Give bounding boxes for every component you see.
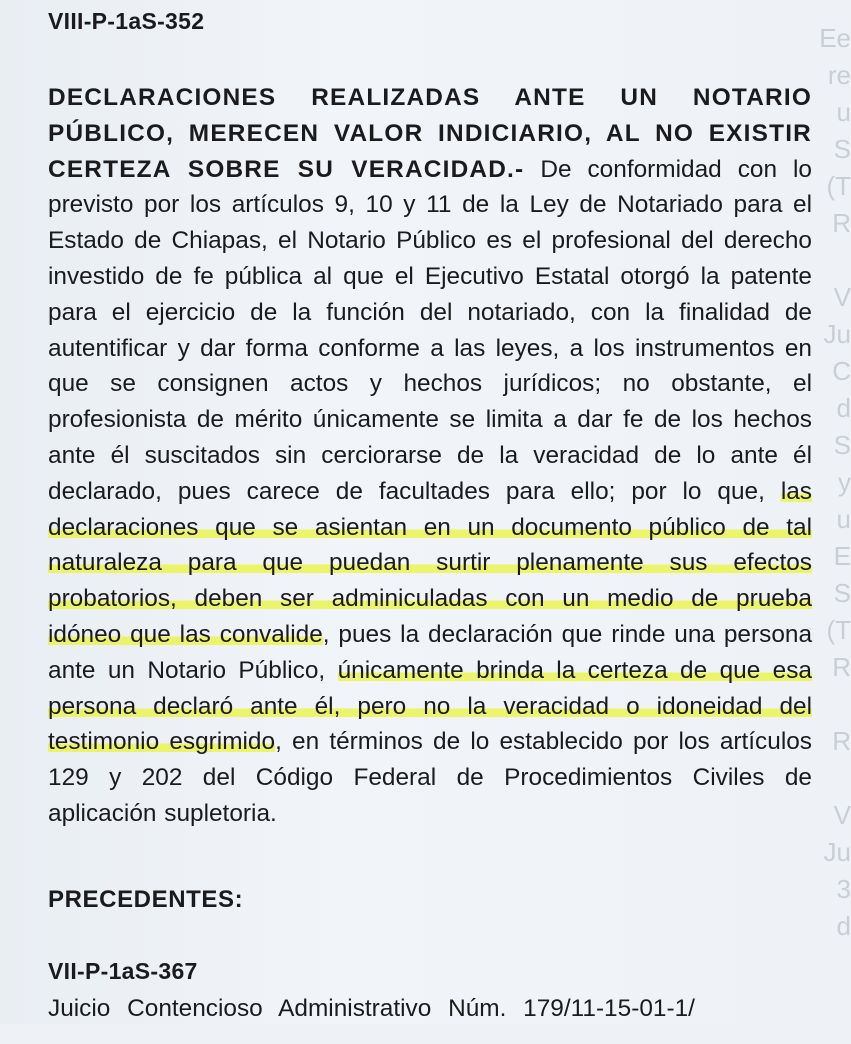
thesis-body <box>48 80 812 832</box>
precedent-code: VII-P-1aS-367 <box>48 958 198 984</box>
body-text-part2: , pues la declaración que rinde una persona ante un Notario Público, <box>48 620 813 684</box>
thesis-code: VIII-P-1aS-352 <box>48 8 205 34</box>
body-text-part1: De conformidad con lo previsto por los artículos 9, 10 y 11 de la Ley de Notariado para el Estado de Chiapas, el Notario Público es el profesional del derecho investido de fe pública al que el Ejecutivo Estatal otorgó la patente para el ejercicio de la función del notariado, con la finalidad de autentificar y dar forma conforme a las leyes, a los instrumentos en que se consignen actos y hechos jurídicos; no obstante, el profesionista de mérito únicamente se limita a dar fe de los hechos ante él suscitados sin cerciorarse de la veracidad de lo ante él declarado, pues carece de facultades para ello; por lo que, <box>48 155 812 505</box>
thesis-title: DECLARACIONES REALIZADAS ANTE UN NOTARIO PÚBLICO, MERECEN VALOR INDICIARIO, AL NO EXISTIR CERTEZA SOBRE SU VERACIDAD.- <box>48 84 812 183</box>
precedent-case-line: Juicio Contencioso Administrativo Núm. 179/11-15-01-1/ <box>48 995 695 1022</box>
body-text-part3: , en términos de lo establecido por los artículos 129 y 202 del Código Federal de Procedimientos Civiles de aplicación supletoria. <box>48 728 812 827</box>
highlighted-passage-1: las declaraciones que se asientan en un documento público de tal naturaleza para que puedan surtir plenamente sus efectos probatorios, deben ser adminiculadas con un medio de prueba idóneo que las convalide <box>48 477 812 648</box>
highlighted-passage-2: únicamente brinda la certeza de que esa persona declaró ante él, pero no la veracidad o idoneidad del testimonio esgrimido <box>48 656 812 756</box>
precedents-heading: PRECEDENTES: <box>48 886 244 913</box>
bleed-through-text: Ee re u S (T R V Ju C d S y u E S (T R R V Ju 3 d <box>819 23 851 941</box>
